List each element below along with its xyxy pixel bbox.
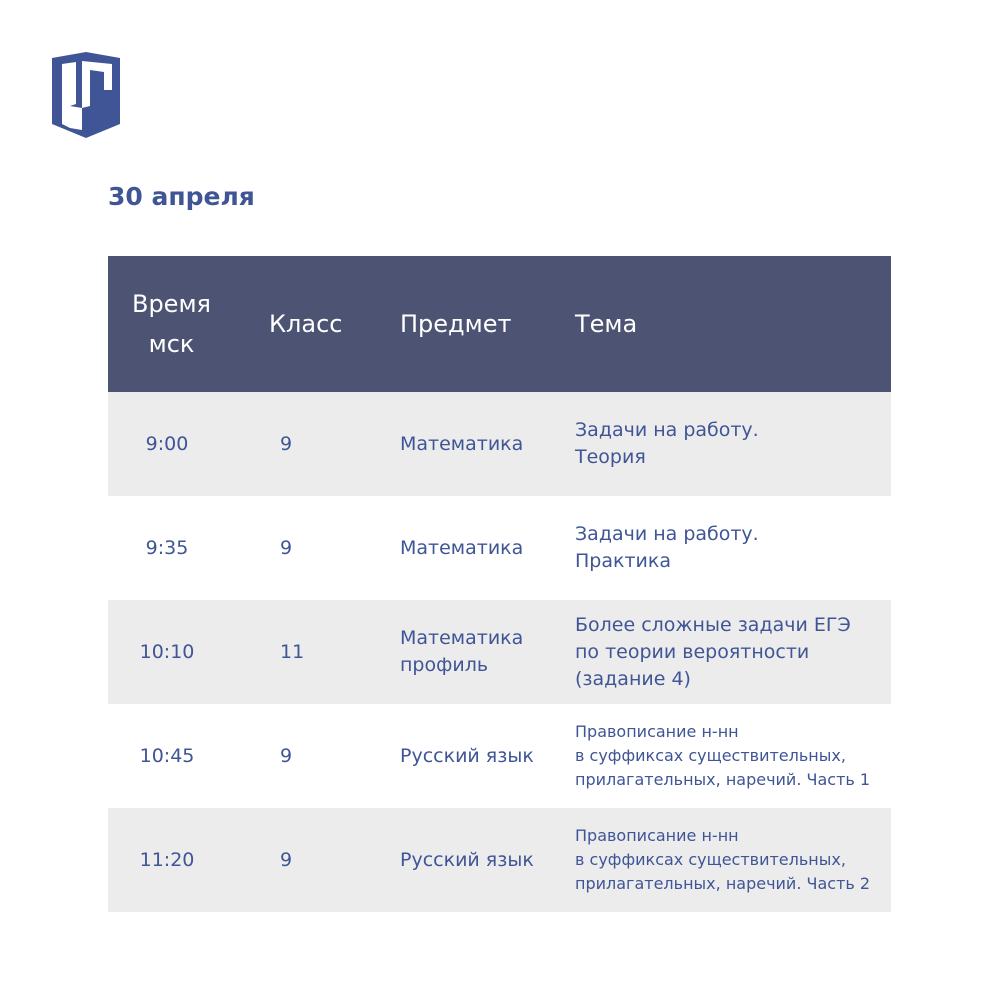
table-row <box>108 600 891 704</box>
table-row <box>108 496 891 600</box>
row-topic-line: Задачи на работу. <box>575 523 759 545</box>
row-topic-line: прилагательных, наречий. Часть 1 <box>575 770 871 789</box>
row-topic <box>553 808 891 912</box>
row-topic <box>553 704 891 808</box>
lesson-schedule-table <box>108 256 891 912</box>
row-topic-line: по теории вероятности <box>575 640 810 663</box>
row-time: 10:45 <box>139 744 195 767</box>
row-subject-line: профиль <box>400 654 489 676</box>
row-subject-line: Математика <box>400 432 524 455</box>
row-subject-line: Русский язык <box>400 848 534 871</box>
row-time: 10:10 <box>139 640 195 663</box>
row-subject <box>379 496 553 600</box>
table-row <box>108 808 891 912</box>
row-subject <box>379 808 553 912</box>
row-topic-line: Практика <box>575 550 672 572</box>
header-time-line1: Время <box>131 290 211 318</box>
row-subject-line: Математика <box>400 536 524 559</box>
header-topic: Тема <box>575 310 638 338</box>
row-time: 9:35 <box>145 536 189 559</box>
header-grade: Класс <box>269 310 343 338</box>
row-topic-line: Более сложные задачи ЕГЭ <box>575 613 851 636</box>
table-header-row <box>108 256 891 392</box>
row-time: 11:20 <box>139 848 195 871</box>
row-subject <box>379 392 553 496</box>
row-topic-line: (задание 4) <box>575 667 691 690</box>
row-grade: 9 <box>280 536 293 559</box>
row-topic <box>553 600 891 704</box>
header-time <box>108 256 226 392</box>
row-topic-line: Правописание н-нн <box>575 826 739 845</box>
table-row <box>108 704 891 808</box>
table-row <box>108 392 891 496</box>
row-subject-line: Математика <box>400 627 524 649</box>
row-subject-line: Русский язык <box>400 744 534 767</box>
row-topic-line: прилагательных, наречий. Часть 2 <box>575 874 871 893</box>
row-grade: 9 <box>280 848 293 871</box>
row-topic-line: в суффиксах существительных, <box>575 850 846 869</box>
row-topic <box>553 496 891 600</box>
publisher-logo-icon <box>50 50 122 140</box>
row-grade: 9 <box>280 432 293 455</box>
row-topic-line: Теория <box>575 446 646 468</box>
row-topic-line: Правописание н-нн <box>575 722 739 741</box>
date-title: 30 апреля <box>108 182 255 211</box>
row-grade: 9 <box>280 744 293 767</box>
header-subject: Предмет <box>400 310 512 338</box>
row-subject <box>379 600 553 704</box>
row-subject <box>379 704 553 808</box>
row-time: 9:00 <box>145 432 189 455</box>
row-topic <box>553 392 891 496</box>
row-topic-line: в суффиксах существительных, <box>575 746 846 765</box>
row-grade: 11 <box>280 640 305 663</box>
row-topic-line: Задачи на работу. <box>575 419 759 441</box>
header-time-line2: мск <box>148 330 195 358</box>
